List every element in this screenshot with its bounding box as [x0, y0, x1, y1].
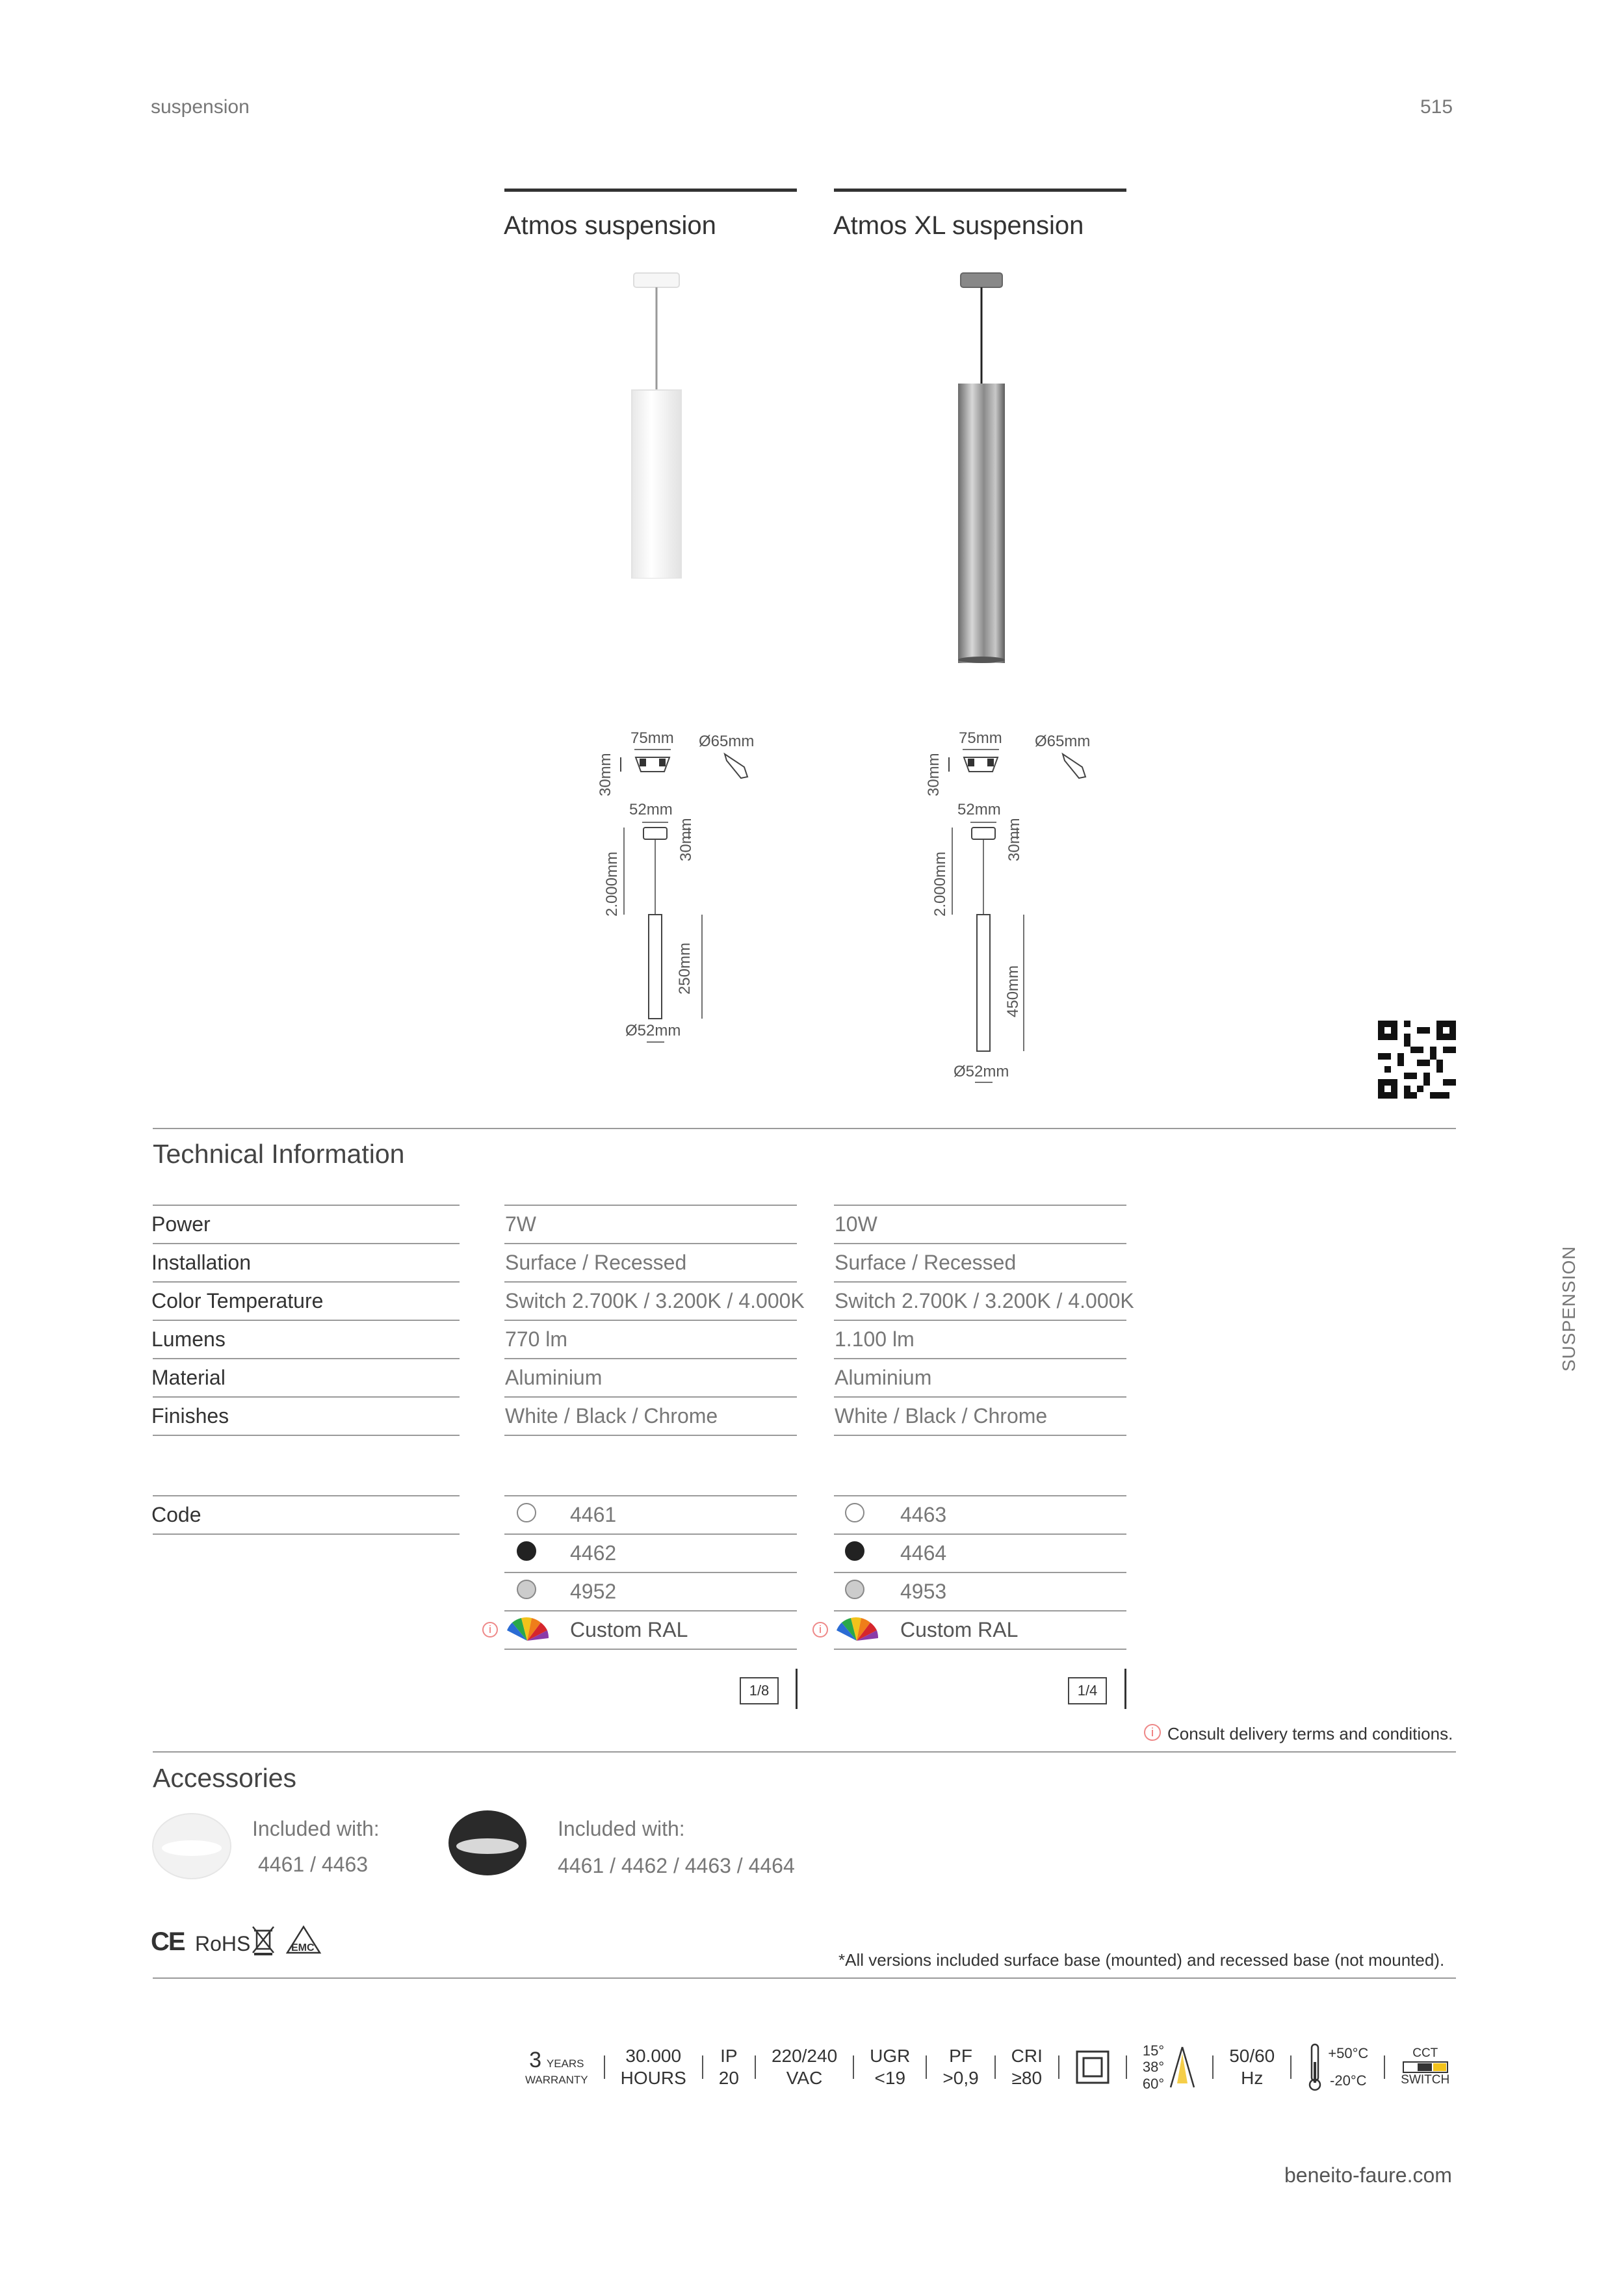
p1-body-diameter: Ø52mm — [625, 1022, 681, 1039]
tech-rule — [834, 1320, 1126, 1321]
product-2-title: Atmos XL suspension — [833, 211, 1084, 240]
code-rule — [153, 1495, 460, 1496]
code-4461: 4461 — [570, 1503, 617, 1526]
rohs-label: RoHS — [195, 1932, 251, 1955]
weee-bin-icon — [250, 1924, 276, 1957]
accessory-2-included-label: Included with: — [558, 1817, 685, 1840]
code-4952: 4952 — [570, 1580, 617, 1603]
tech-rule — [834, 1435, 1126, 1436]
spec-separator — [1384, 2055, 1385, 2079]
tech-rule — [834, 1205, 1126, 1206]
code-rule — [504, 1533, 797, 1535]
spec-separator — [1290, 2055, 1292, 2079]
accessory-black-ring-image — [445, 1807, 530, 1879]
qr-code[interactable] — [1378, 1021, 1456, 1099]
technical-title: Technical Information — [153, 1139, 405, 1169]
tech-rule — [153, 1281, 460, 1283]
accessories-divider — [153, 1751, 1456, 1753]
tech-value-1: Aluminium — [505, 1366, 603, 1389]
emc-label: EMC — [291, 1942, 315, 1953]
footer-divider — [153, 1977, 1456, 1979]
code-rule — [834, 1649, 1126, 1650]
accessory-white-ring-image — [149, 1810, 234, 1882]
cri — [1011, 2045, 1043, 2089]
page-number: 515 — [1420, 96, 1453, 118]
p1-canopy: 52mm — [629, 801, 673, 818]
beam-angles — [1143, 2042, 1164, 2092]
temp-high: +50°C — [1328, 2045, 1369, 2062]
p2-body-diameter: Ø52mm — [954, 1063, 1009, 1080]
p2-canopy-height: 30mm — [1006, 818, 1023, 861]
tech-rule — [153, 1205, 460, 1206]
p2-cutout: Ø65mm — [1035, 733, 1091, 750]
website-link[interactable]: beneito-faure.com — [1284, 2163, 1452, 2187]
spec-separator — [1126, 2055, 1127, 2079]
accessory-1-codes: 4461 / 4463 — [258, 1853, 369, 1876]
tech-rule — [504, 1435, 797, 1436]
section-name: suspension — [151, 96, 250, 118]
info-icon: i — [1144, 1724, 1161, 1741]
switch-toggle-icon — [1402, 2061, 1449, 2074]
tech-rule — [504, 1281, 797, 1283]
code-rule — [834, 1610, 1126, 1611]
beam-60: 60° — [1142, 2075, 1165, 2092]
pack-divider — [1124, 1669, 1126, 1709]
tech-rule — [504, 1320, 797, 1321]
tech-label: Lumens — [151, 1327, 226, 1351]
tech-rule — [504, 1358, 797, 1359]
tech-label: Finishes — [151, 1404, 229, 1428]
product-2-dimension-drawing — [939, 731, 1095, 1095]
finish-chrome-dot — [517, 1580, 536, 1599]
finish-black-dot — [845, 1541, 864, 1561]
voltage — [772, 2045, 837, 2089]
frequency-value: 50/60 — [1229, 2046, 1275, 2067]
p2-base-width: 75mm — [959, 729, 1002, 747]
tech-value-2: 1.100 lm — [835, 1327, 915, 1351]
product-1-title: Atmos suspension — [504, 211, 716, 240]
tech-rule — [153, 1243, 460, 1244]
p2-base-height: 30mm — [925, 753, 942, 796]
tech-rule — [504, 1243, 797, 1244]
tech-value-2: Surface / Recessed — [835, 1251, 1017, 1274]
cri-label: CRI — [1011, 2046, 1043, 2067]
hours-value: 30.000 — [625, 2046, 682, 2067]
ip-label: IP — [720, 2046, 738, 2067]
switch-label: SWITCH — [1401, 2073, 1450, 2087]
code-label: Code — [151, 1503, 201, 1526]
accessory-1-included-label: Included with: — [252, 1817, 380, 1840]
p2-canopy: 52mm — [957, 801, 1001, 818]
code-rule — [834, 1495, 1126, 1496]
pf-label: PF — [949, 2046, 972, 2067]
ral-color-fan-icon — [834, 1615, 879, 1643]
cri-value: ≥80 — [1011, 2068, 1043, 2088]
product-1-photo — [624, 267, 689, 579]
tech-rule — [504, 1205, 797, 1206]
ugr-value: <19 — [874, 2068, 906, 2088]
custom-ral-2: Custom RAL — [900, 1618, 1019, 1641]
p1-cutout: Ø65mm — [699, 733, 755, 750]
code-4953: 4953 — [900, 1580, 947, 1603]
spec-separator — [755, 2055, 756, 2079]
tech-rule — [153, 1396, 460, 1398]
code-rule — [504, 1572, 797, 1573]
finish-black-dot — [517, 1541, 536, 1561]
side-section-label: SUSPENSION — [1559, 1246, 1579, 1372]
finish-white-dot — [845, 1503, 864, 1522]
tech-rule — [834, 1281, 1126, 1283]
code-rule — [504, 1610, 797, 1611]
p1-cable: 2.000mm — [603, 851, 621, 917]
tech-label: Installation — [151, 1251, 251, 1274]
p1-canopy-height: 30mm — [677, 818, 695, 861]
code-rule — [834, 1533, 1126, 1535]
spec-icons-row — [525, 2038, 1449, 2096]
p1-base-width: 75mm — [630, 729, 674, 747]
spec-separator — [994, 2055, 996, 2079]
finish-chrome-dot — [845, 1580, 864, 1599]
pf-value: >0,9 — [942, 2068, 979, 2088]
tech-rule — [153, 1435, 460, 1436]
footnote: *All versions included surface base (mounted) and recessed base (not mounted). — [838, 1950, 1445, 1970]
pack-box-1: 1/8 — [740, 1677, 779, 1704]
pack-divider — [796, 1669, 798, 1709]
cct-label: CCT — [1412, 2046, 1438, 2061]
spec-separator — [926, 2055, 927, 2079]
hours-label: HOURS — [620, 2068, 686, 2088]
lifetime-hours — [621, 2045, 686, 2089]
tech-value-1: 7W — [505, 1212, 536, 1236]
spec-separator — [853, 2055, 854, 2079]
power-factor — [942, 2045, 978, 2089]
tech-label: Material — [151, 1366, 226, 1389]
tech-value-1: 770 lm — [505, 1327, 568, 1351]
code-rule — [504, 1649, 797, 1650]
ip-rating — [719, 2045, 739, 2089]
beam-15: 15° — [1142, 2042, 1165, 2059]
tech-value-2: Switch 2.700K / 3.200K / 4.000K — [835, 1289, 1134, 1312]
tech-rule — [834, 1396, 1126, 1398]
voltage-value: 220/240 — [771, 2046, 838, 2067]
p1-base-height: 30mm — [597, 753, 614, 796]
accessory-2-codes: 4461 / 4462 / 4463 / 4464 — [558, 1854, 795, 1877]
code-4462: 4462 — [570, 1541, 617, 1565]
technical-divider — [153, 1128, 1456, 1129]
beam-38: 38° — [1142, 2059, 1165, 2076]
tech-value-2: White / Black / Chrome — [835, 1404, 1048, 1428]
tech-rule — [504, 1396, 797, 1398]
product-2-bar — [834, 189, 1126, 192]
code-rule — [153, 1533, 460, 1535]
code-4464: 4464 — [900, 1541, 947, 1565]
code-4463: 4463 — [900, 1503, 947, 1526]
tech-label: Power — [151, 1212, 211, 1236]
tech-value-2: 10W — [835, 1212, 877, 1236]
info-icon: i — [812, 1622, 828, 1637]
ce-mark-icon: CE — [151, 1927, 185, 1956]
spec-separator — [604, 2055, 605, 2079]
product-1-bar — [504, 189, 797, 192]
temp-low: -20°C — [1330, 2072, 1367, 2089]
temperature-range — [1328, 2040, 1368, 2094]
tech-rule — [834, 1243, 1126, 1244]
tech-rule — [153, 1358, 460, 1359]
p2-body-height: 450mm — [1004, 965, 1022, 1017]
frequency-unit: Hz — [1241, 2068, 1264, 2088]
thermometer-icon — [1307, 2042, 1323, 2092]
tech-value-1: Surface / Recessed — [505, 1251, 687, 1274]
ugr — [870, 2045, 910, 2089]
warranty-label: WARRANTY — [525, 2074, 588, 2087]
ral-color-fan-icon — [504, 1615, 550, 1643]
delivery-note: Consult delivery terms and conditions. — [1167, 1724, 1453, 1743]
p2-cable: 2.000mm — [931, 851, 949, 917]
cct-switch — [1401, 2047, 1449, 2087]
tech-rule — [153, 1320, 460, 1321]
tech-rule — [834, 1358, 1126, 1359]
ugr-label: UGR — [870, 2046, 911, 2067]
tech-label: Color Temperature — [151, 1289, 324, 1312]
accessories-title: Accessories — [153, 1763, 297, 1793]
tech-value-1: White / Black / Chrome — [505, 1404, 718, 1428]
custom-ral-1: Custom RAL — [570, 1618, 688, 1641]
info-icon: i — [482, 1622, 498, 1637]
tech-value-2: Aluminium — [835, 1366, 932, 1389]
warranty-number: 3 — [529, 2048, 542, 2073]
spec-separator — [702, 2055, 703, 2079]
code-rule — [504, 1495, 797, 1496]
spec-separator — [1058, 2055, 1059, 2079]
warranty-badge — [525, 2047, 588, 2087]
product-2-photo — [949, 267, 1014, 663]
tech-value-1: Switch 2.700K / 3.200K / 4.000K — [505, 1289, 805, 1312]
pack-box-2: 1/4 — [1068, 1677, 1107, 1704]
frequency — [1229, 2045, 1275, 2089]
class-ii-insulation-icon — [1075, 2050, 1110, 2085]
ip-value: 20 — [718, 2068, 739, 2088]
code-rule — [834, 1572, 1126, 1573]
finish-white-dot — [517, 1503, 536, 1522]
beam-angle-icon — [1168, 2044, 1197, 2090]
warranty-years: YEARS — [546, 2057, 584, 2070]
voltage-unit: VAC — [786, 2068, 823, 2088]
spec-separator — [1212, 2055, 1214, 2079]
p1-body-height: 250mm — [676, 942, 694, 995]
